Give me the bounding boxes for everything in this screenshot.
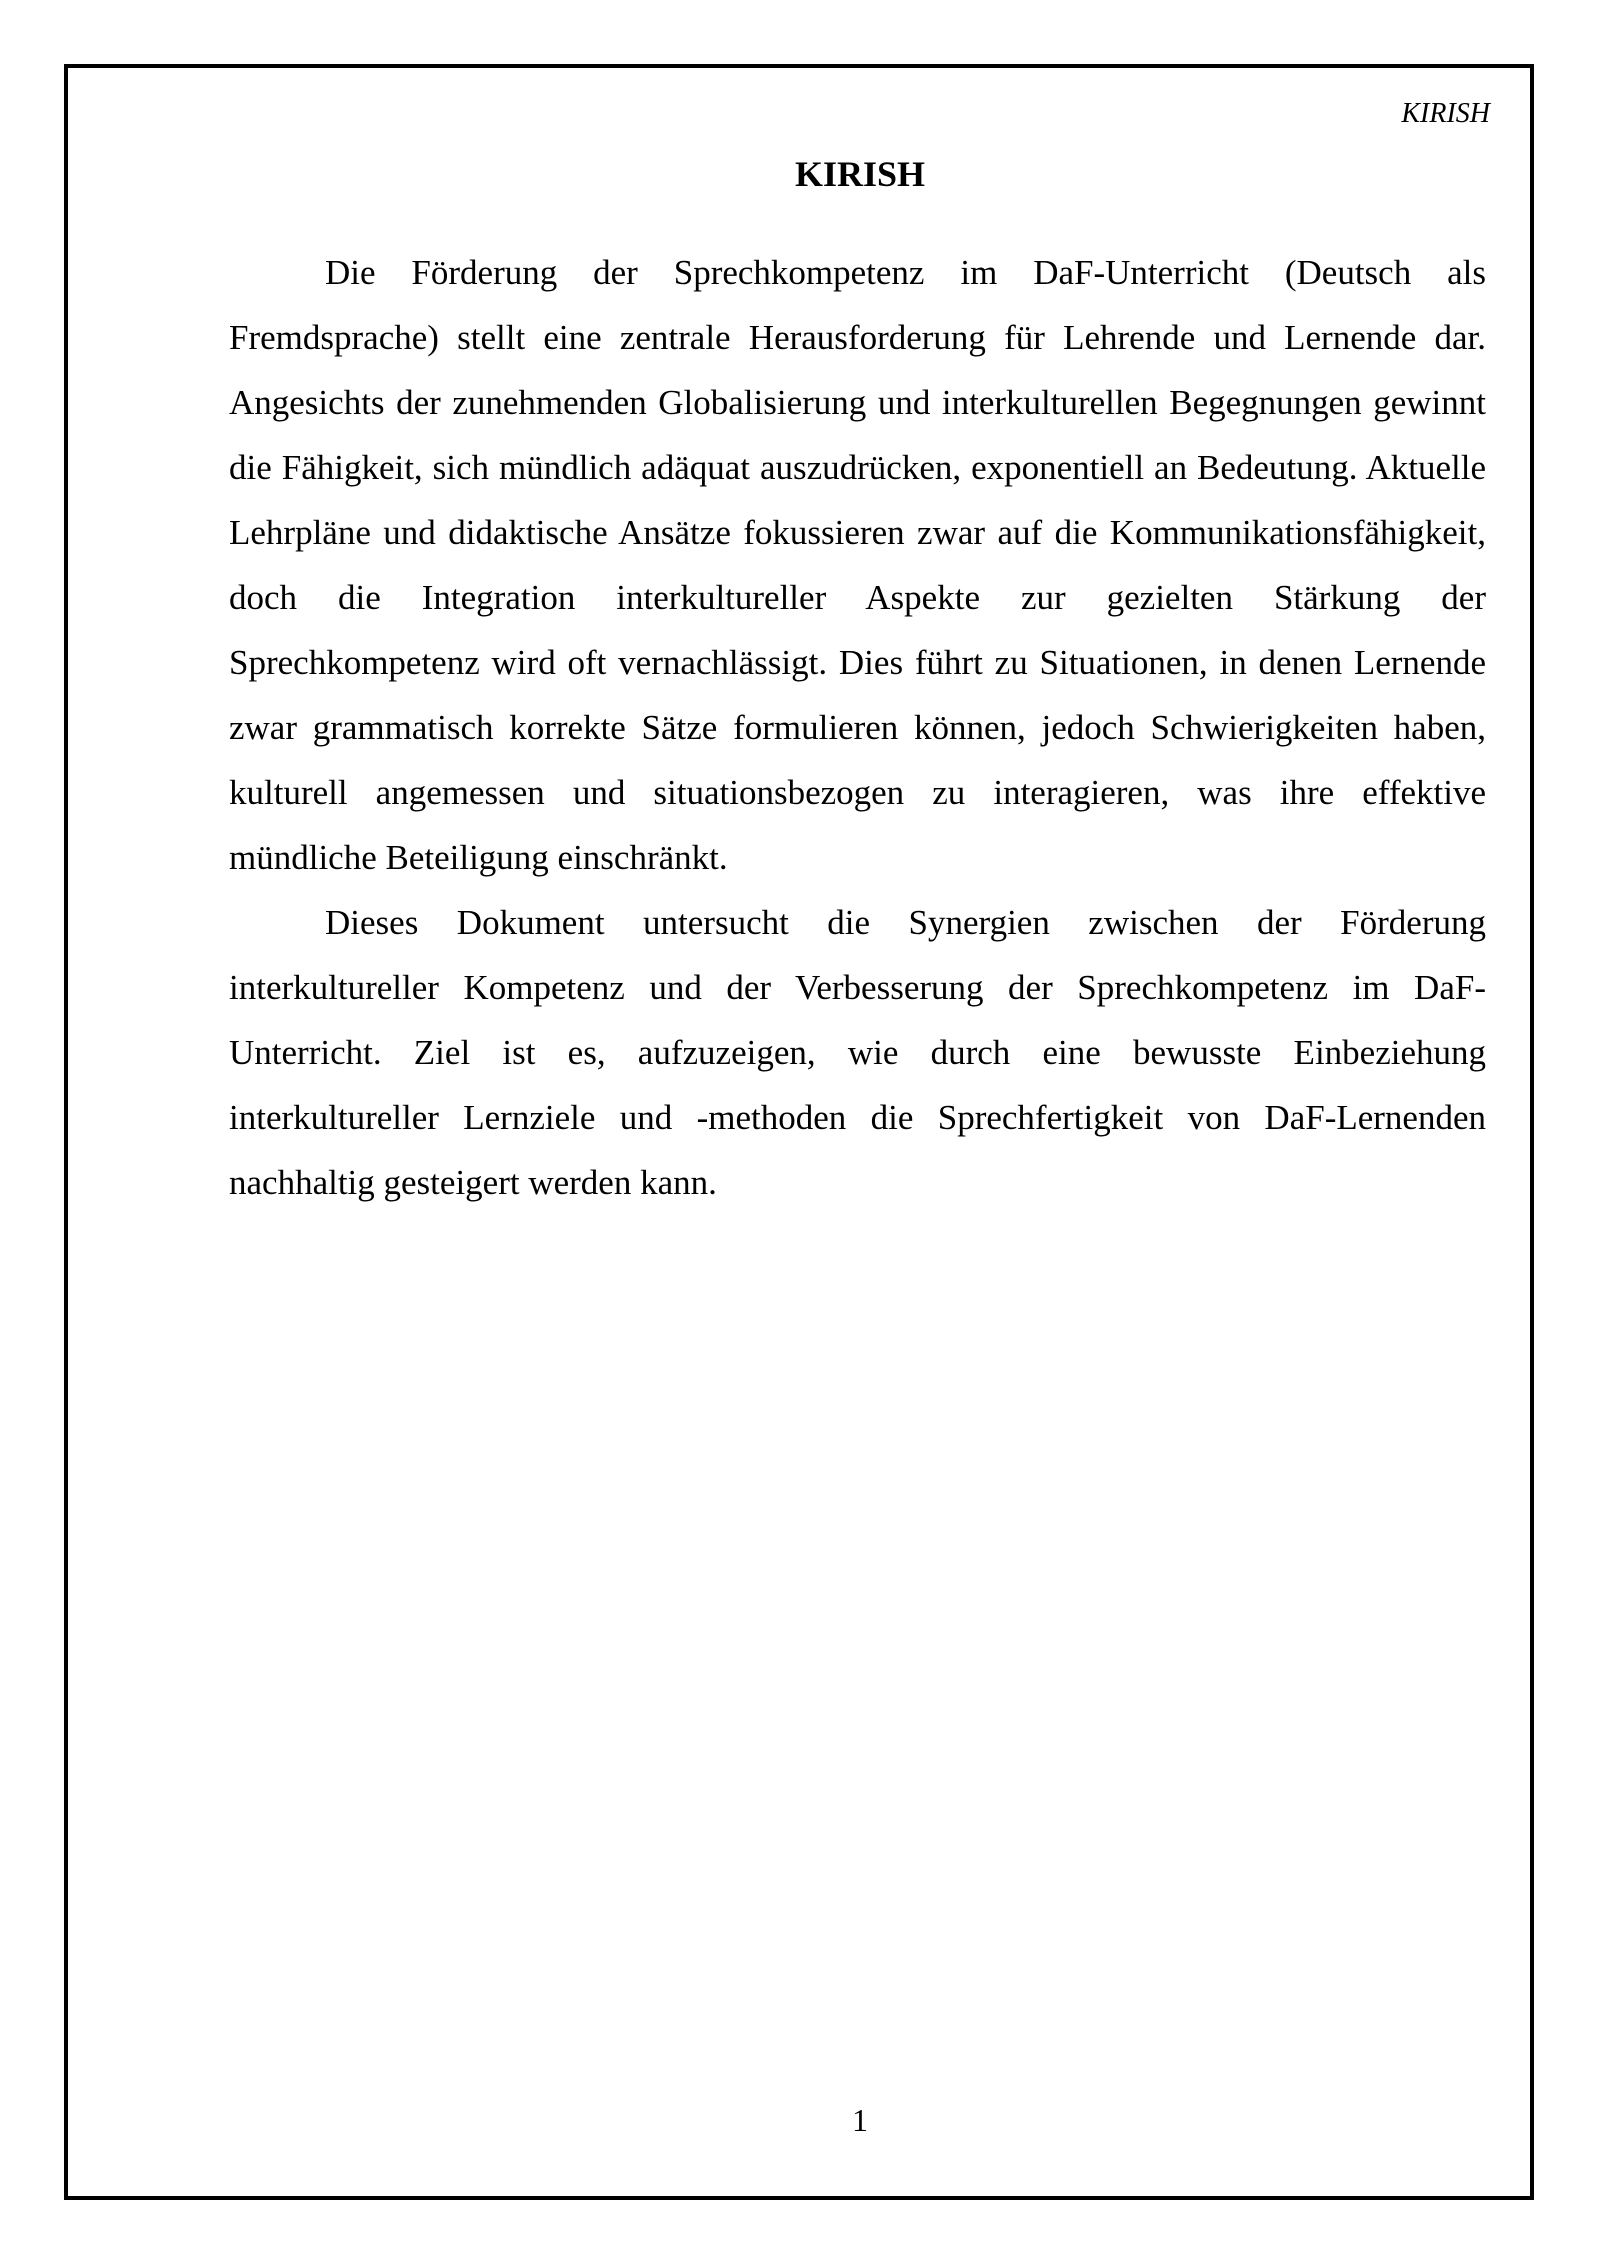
paragraph: Dieses Dokument untersucht die Synergien zwischen der Förderung interkultureller Kompetenz und der Verbesserung der Sprechkompetenz im DaF-Unterricht. Ziel ist es, aufzuzeigen, wie durch eine bewusste Einbeziehung interkultureller Lernziele und -methoden die Sprechfertigkeit von DaF-Lernenden nachhaltig gesteigert werden kann. [229,903,1486,1202]
running-header: KIRISH [1401,98,1490,129]
page-number: 1 [852,2102,868,2138]
document-body [229,240,1486,1215]
document-title: KIRISH [794,154,926,194]
paragraph: Die Förderung der Sprechkompetenz im DaF-Unterricht (Deutsch als Fremdsprache) stellt eine zentrale Herausforderung für Lehrende und Lernende dar. Angesichts der zunehmenden Globalisierung und interkulturellen Begegnungen gewinnt die Fähigkeit, sich mündlich adäquat auszudrücken, exponentiell an Bedeutung. Aktuelle Lehrpläne und didaktische Ansätze fokussieren zwar auf die Kommunikationsfähigkeit, doch die Integration interkultureller Aspekte zur gezielten Stärkung der Sprechkompetenz wird oft vernachlässigt. Dies führt zu Situationen, in denen Lernende zwar grammatisch korrekte Sätze formulieren können, jedoch Schwierigkeiten haben, kulturell angemessen und situationsbezogen zu interagieren, was ihre effektive mündliche Beteiligung einschränkt. [229,253,1486,877]
